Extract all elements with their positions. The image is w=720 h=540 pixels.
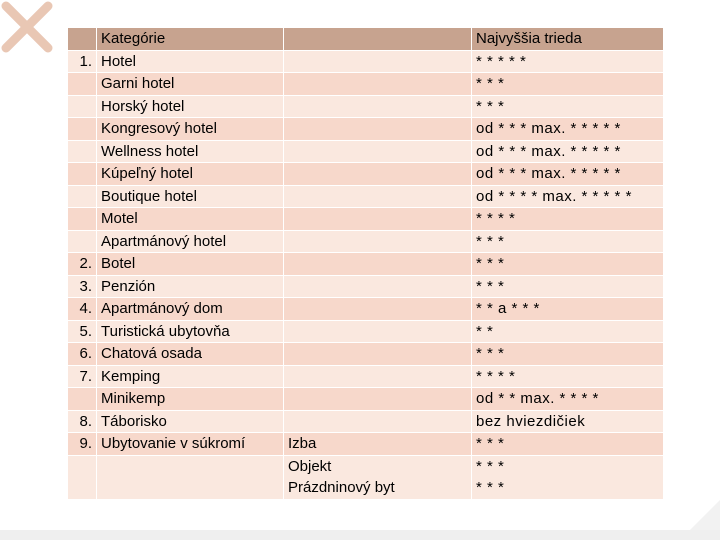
row-extra: [284, 208, 472, 231]
row-highest-class: * * *: [472, 275, 664, 298]
row-extra: [284, 163, 472, 186]
row-category: Motel: [97, 208, 284, 231]
row-highest-class: * * * *: [472, 208, 664, 231]
table-row: [68, 163, 664, 186]
row-category: Penzión: [97, 275, 284, 298]
row-number: [68, 118, 97, 141]
row-highest-class: * * *: [472, 433, 664, 456]
row-extra: [284, 95, 472, 118]
class-holiday-flat-stars: * * *: [476, 479, 505, 496]
row-highest-class: od * * * max. * * * * *: [472, 118, 664, 141]
table-row: [68, 343, 664, 366]
row-number: 8.: [68, 410, 97, 433]
table-row: [68, 253, 664, 276]
row-category: Boutique hotel: [97, 185, 284, 208]
row-category: Kemping: [97, 365, 284, 388]
row-number: 2.: [68, 253, 97, 276]
row-number: [68, 455, 97, 499]
table-row: [68, 410, 664, 433]
row-highest-class: * * *: [472, 253, 664, 276]
row-extra: [284, 365, 472, 388]
row-highest-class: od * * * * max. * * * * *: [472, 185, 664, 208]
row-category: Ubytovanie v súkromí: [97, 433, 284, 456]
row-number: [68, 95, 97, 118]
row-number: [68, 388, 97, 411]
row-number: 7.: [68, 365, 97, 388]
decorative-bottom-bar: [0, 530, 720, 540]
row-number: 9.: [68, 433, 97, 456]
header-number: [68, 28, 97, 51]
row-category: Kongresový hotel: [97, 118, 284, 141]
row-extra: [284, 50, 472, 73]
table-row-tail: [68, 455, 664, 499]
row-highest-class: od * * max. * * * *: [472, 388, 664, 411]
row-extra: [284, 410, 472, 433]
table-row: [68, 140, 664, 163]
row-category: [97, 455, 284, 499]
row-category: Táborisko: [97, 410, 284, 433]
extra-holiday-flat-label: Prázdninový byt: [288, 479, 395, 496]
table-row: [68, 230, 664, 253]
row-category: Apartmánový hotel: [97, 230, 284, 253]
row-number: [68, 230, 97, 253]
row-category: Chatová osada: [97, 343, 284, 366]
row-extra: [284, 253, 472, 276]
row-highest-class: bez hviezdičiek: [472, 410, 664, 433]
row-category: Horský hotel: [97, 95, 284, 118]
class-object-stars: * * *: [476, 457, 505, 475]
table-row: [68, 208, 664, 231]
table-row: [68, 118, 664, 141]
row-highest-class: * * *: [472, 343, 664, 366]
row-number: [68, 73, 97, 96]
table-row: [68, 185, 664, 208]
table-row: [68, 73, 664, 96]
row-extra: [284, 118, 472, 141]
row-category: Kúpeľný hotel: [97, 163, 284, 186]
row-category: Wellness hotel: [97, 140, 284, 163]
decorative-x-icon: [0, 0, 70, 70]
row-extra: [284, 185, 472, 208]
table-row: [68, 320, 664, 343]
row-highest-class: * * *: [472, 95, 664, 118]
row-number: 3.: [68, 275, 97, 298]
table-row: [68, 95, 664, 118]
row-number: [68, 208, 97, 231]
row-category: Botel: [97, 253, 284, 276]
row-extra: [284, 388, 472, 411]
row-category: Minikemp: [97, 388, 284, 411]
table-row: [68, 275, 664, 298]
table-row: [68, 433, 664, 456]
row-extra: [284, 73, 472, 96]
row-highest-class: od * * * max. * * * * *: [472, 163, 664, 186]
extra-object-label: Objekt: [288, 457, 332, 475]
row-extra: [284, 343, 472, 366]
row-extra: [284, 275, 472, 298]
row-number: 4.: [68, 298, 97, 321]
row-extra: Izba: [284, 433, 472, 456]
table-row: [68, 365, 664, 388]
row-extra: [284, 230, 472, 253]
row-number: 5.: [68, 320, 97, 343]
hotel-categories-table: [67, 27, 664, 500]
row-extra: [284, 320, 472, 343]
row-category: Garni hotel: [97, 73, 284, 96]
row-highest-class: * * * * *: [472, 50, 664, 73]
row-highest-class: * * * *: [472, 365, 664, 388]
row-category: Turistická ubytovňa: [97, 320, 284, 343]
row-highest-class: * * *: [472, 73, 664, 96]
row-number: 6.: [68, 343, 97, 366]
row-number: [68, 185, 97, 208]
row-extra: [284, 298, 472, 321]
table-header-row: [68, 28, 664, 51]
row-highest-class: * *: [472, 320, 664, 343]
row-category: Apartmánový dom: [97, 298, 284, 321]
header-category: Kategórie: [97, 28, 284, 51]
table-row: [68, 298, 664, 321]
row-category: Hotel: [97, 50, 284, 73]
row-highest-class: * * a * * *: [472, 298, 664, 321]
header-extra: [284, 28, 472, 51]
row-highest-class: od * * * max. * * * * *: [472, 140, 664, 163]
row-number: [68, 140, 97, 163]
row-extra: [284, 140, 472, 163]
row-highest-class: [472, 455, 664, 499]
row-extra: [284, 455, 472, 499]
row-number: [68, 163, 97, 186]
table-row: [68, 50, 664, 73]
table-row: [68, 388, 664, 411]
row-highest-class: * * *: [472, 230, 664, 253]
header-highest-class: Najvyššia trieda: [472, 28, 664, 51]
row-number: 1.: [68, 50, 97, 73]
